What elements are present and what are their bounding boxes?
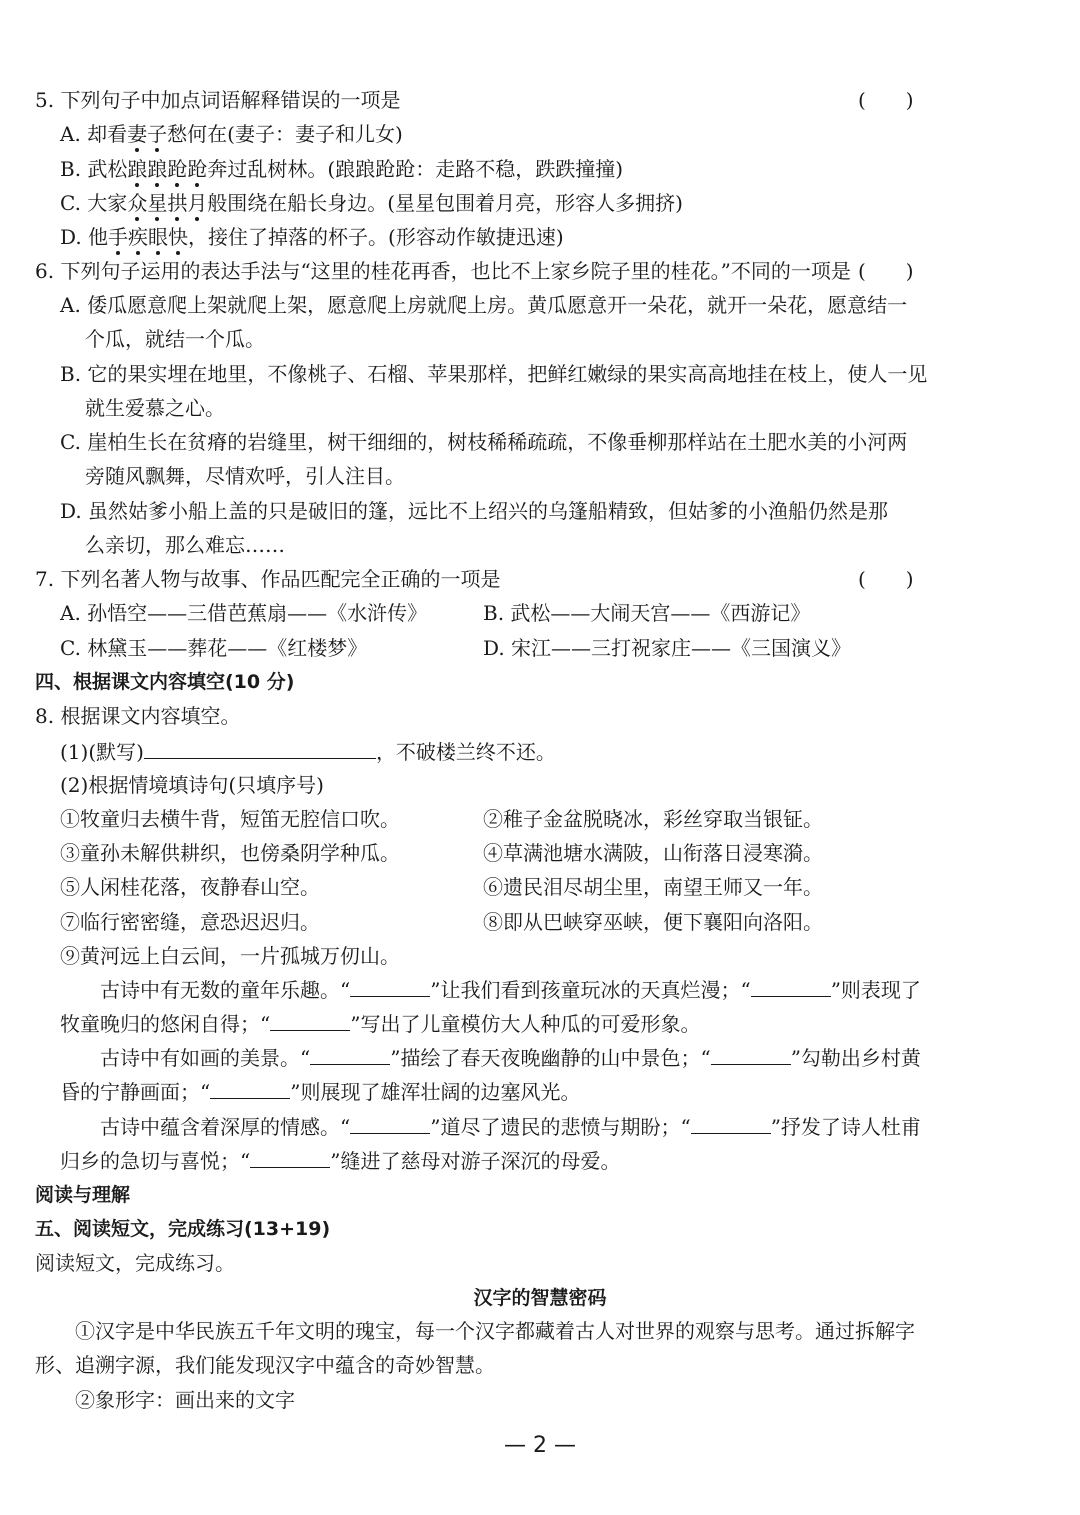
answer-blank[interactable] bbox=[350, 1111, 430, 1134]
q6-option-a-line1: A. 倭瓜愿意爬上架就爬上架，愿意爬上房就爬上房。黄瓜愿意开一朵花，就开一朵花，愿意结一 bbox=[60, 293, 908, 317]
q7-option-d: D. 宋江——三打祝家庄——《三国演义》 bbox=[483, 636, 852, 660]
q5-option-d: D. 他手疾眼快，接住了掉落的杯子。(形容动作敏捷迅速) bbox=[60, 225, 564, 249]
poem-4: ④草满池塘水满陂，山衔落日浸寒漪。 bbox=[483, 841, 823, 865]
poem-2: ②稚子金盆脱晓冰，彩丝穿取当银钲。 bbox=[483, 807, 823, 831]
dotted-word: 妻子 bbox=[127, 122, 168, 146]
q8-part1: (1)(默写) ，不破楼兰终不还。 bbox=[60, 736, 556, 766]
q7-option-c: C. 林黛玉——葬花——《红楼梦》 bbox=[60, 636, 368, 660]
q6-option-c-line1: C. 崖柏生长在贫瘠的岩缝里，树干细细的，树枝稀稀疏疏，不像垂柳那样站在土肥水美的小河两 bbox=[60, 430, 908, 454]
dotted-word: 踉踉跄跄 bbox=[127, 157, 208, 181]
poem-8: ⑧即从巴峡穿巫峡，便下襄阳向洛阳。 bbox=[483, 910, 823, 934]
dotted-word: 手疾眼快 bbox=[108, 225, 189, 249]
poem-5: ⑤人闲桂花落，夜静春山空。 bbox=[60, 875, 320, 899]
article-title: 汉字的智慧密码 bbox=[473, 1287, 607, 1309]
article-paragraph-1: ①汉字是中华民族五千年文明的瑰宝，每一个汉字都藏着古人对世界的观察与思考。通过拆解字形、追溯字源，我们能发现汉字中蕴含的奇妙智慧。 bbox=[35, 1319, 915, 1377]
answer-blank[interactable] bbox=[691, 1111, 771, 1134]
q8-part2-label: (2)根据情境填诗句(只填序号) bbox=[60, 773, 324, 797]
section-5-heading: 五、阅读短文，完成练习(13+19) bbox=[35, 1218, 331, 1240]
answer-blank[interactable] bbox=[250, 1145, 330, 1168]
poem-3: ③童孙未解供耕织，也傍桑阴学种瓜。 bbox=[60, 841, 400, 865]
q7-option-a: A. 孙悟空——三借芭蕉扇——《水浒传》 bbox=[60, 601, 428, 625]
q6-option-d-line1: D. 虽然姑爹小船上盖的只是破旧的篷，远比不上绍兴的乌篷船精致，但姑爹的小渔船仍然是那 bbox=[60, 499, 889, 523]
q6-option-a-line2: 个瓜，就结一个瓜。 bbox=[85, 327, 265, 351]
fill-paragraph-3: 古诗中蕴含着深厚的情感。“ ”道尽了遗民的悲愤与期盼；“ ”抒发了诗人杜甫归乡的急切与喜悦；“ ”缝进了慈母对游子深沉的母爱。 bbox=[60, 1110, 926, 1178]
q6-stem: 6. 下列句子运用的表达手法与“这里的桂花再香，也比不上家乡院子里的桂花。”不同的一项是 bbox=[35, 259, 851, 283]
answer-blank[interactable] bbox=[711, 1042, 791, 1065]
answer-blank[interactable] bbox=[270, 1008, 350, 1031]
poem-9: ⑨黄河远上白云间，一片孤城万仞山。 bbox=[60, 944, 400, 968]
q6-option-b-line1: B. 它的果实埋在地里，不像桃子、石榴、苹果那样，把鲜红嫩绿的果实高高地挂在枝上，使人一见 bbox=[60, 362, 928, 386]
q5-stem: 5. 下列句子中加点词语解释错误的一项是 bbox=[35, 88, 401, 112]
q5-answer-paren: ( ) bbox=[858, 88, 914, 112]
q5-option-a: A. 却看妻子愁何在(妻子：妻子和儿女) bbox=[60, 122, 403, 146]
q6-option-d-line2: 么亲切，那么难忘…… bbox=[85, 533, 285, 557]
fill-paragraph-1: 古诗中有无数的童年乐趣。“ ”让我们看到孩童玩冰的天真烂漫；“ ”则表现了牧童晚归的悠闲自得；“ ”写出了儿童模仿大人种瓜的可爱形象。 bbox=[60, 973, 926, 1041]
poem-6: ⑥遗民泪尽胡尘里，南望王师又一年。 bbox=[483, 875, 823, 899]
q7-answer-paren: ( ) bbox=[858, 567, 914, 591]
section-4-heading: 四、根据课文内容填空(10 分) bbox=[35, 671, 295, 693]
q7-option-b: B. 武松——大闹天宫——《西游记》 bbox=[483, 601, 811, 625]
q6-option-c-line2: 旁随风飘舞，尽情欢呼，引人注目。 bbox=[85, 464, 405, 488]
fill-paragraph-2: 古诗中有如画的美景。“ ”描绘了春天夜晚幽静的山中景色；“ ”勾勒出乡村黄昏的宁静画面；“ ”则展现了雄浑壮阔的边塞风光。 bbox=[60, 1041, 926, 1109]
answer-blank[interactable] bbox=[751, 974, 831, 997]
poem-7: ⑦临行密密缝，意恐迟迟归。 bbox=[60, 910, 320, 934]
dotted-word: 众星拱月 bbox=[127, 191, 208, 215]
answer-blank[interactable] bbox=[210, 1076, 290, 1099]
article-paragraph-2: ②象形字：画出来的文字 bbox=[75, 1388, 295, 1412]
q5-option-b: B. 武松踉踉跄跄奔过乱树林。(踉踉跄跄：走路不稳，跌跌撞撞) bbox=[60, 157, 624, 181]
q5-option-c: C. 大家众星拱月般围绕在船长身边。(星星包围着月亮，形容人多拥挤) bbox=[60, 191, 683, 215]
answer-blank[interactable] bbox=[144, 736, 376, 759]
poem-1: ①牧童归去横牛背，短笛无腔信口吹。 bbox=[60, 807, 400, 831]
answer-blank[interactable] bbox=[310, 1042, 390, 1065]
q8-stem: 8. 根据课文内容填空。 bbox=[35, 704, 241, 728]
q6-answer-paren: ( ) bbox=[858, 259, 914, 283]
q7-stem: 7. 下列名著人物与故事、作品匹配完全正确的一项是 bbox=[35, 567, 501, 591]
answer-blank[interactable] bbox=[350, 974, 430, 997]
section-5-instruction: 阅读短文，完成练习。 bbox=[35, 1251, 235, 1275]
reading-heading: 阅读与理解 bbox=[35, 1184, 131, 1206]
page-number: — 2 — bbox=[504, 1433, 576, 1458]
q6-option-b-line2: 就生爱慕之心。 bbox=[85, 396, 225, 420]
